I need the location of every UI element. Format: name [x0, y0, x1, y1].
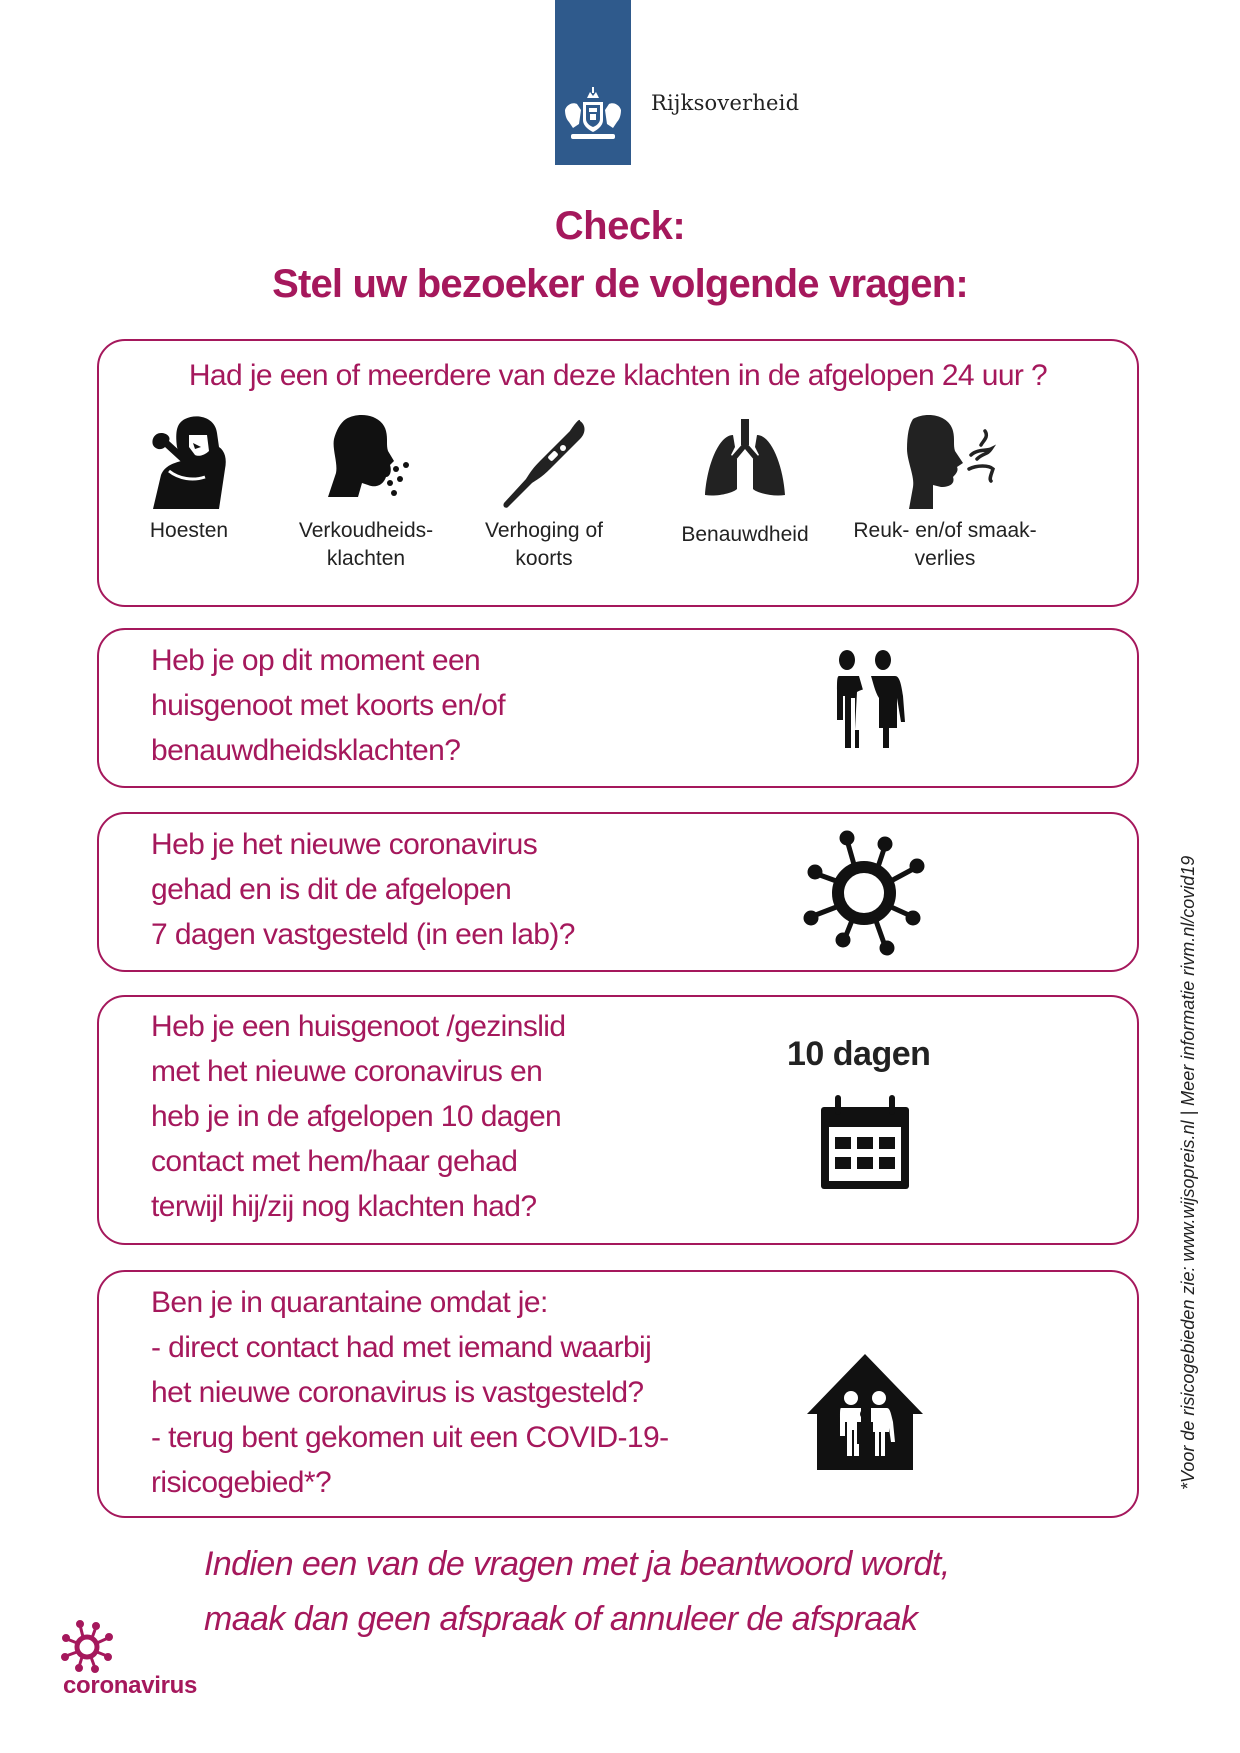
symptom-label-line: verlies — [914, 547, 976, 570]
question-line: benauwdheidsklachten? — [151, 734, 461, 767]
lungs-icon — [695, 411, 795, 511]
symptom-coughing — [89, 411, 289, 545]
question-text — [151, 1280, 668, 1505]
symptom-label-line: klachten — [326, 547, 406, 570]
sneezing-person-icon — [316, 411, 416, 511]
calendar-icon — [815, 1093, 915, 1193]
symptom-cold — [266, 411, 466, 573]
symptom-label — [845, 517, 1045, 573]
symptom-label-line: Verkoudheids- — [298, 519, 434, 542]
question-text — [151, 638, 505, 773]
question-line: met het nieuwe coronavirus en — [151, 1055, 543, 1088]
symptom-smell-taste — [845, 411, 1045, 573]
virus-icon — [799, 828, 929, 958]
question-card-symptoms — [97, 339, 1139, 607]
symptom-label: Benauwdheid — [681, 523, 809, 546]
coronavirus-logo-text: coronavirus — [63, 1672, 198, 1699]
question-card-housemate-symptoms — [97, 628, 1139, 788]
virus-icon — [60, 1620, 114, 1674]
page-subtitle: Stel uw bezoeker de volgende vragen: — [272, 262, 968, 306]
symptom-label — [266, 517, 466, 573]
rijksoverheid-logo-bar — [555, 0, 631, 165]
question-line: - terug bent gekomen uit een COVID-19- — [151, 1421, 669, 1454]
footer-instruction-line2: maak dan geen afspraak of annuleer de afspraak — [204, 1600, 918, 1638]
question-card-housemate-contact — [97, 995, 1139, 1245]
symptom-label — [444, 517, 644, 573]
symptom-label-line: Reuk- en/of smaak- — [853, 519, 1037, 542]
days-badge: 10 dagen — [787, 1035, 931, 1073]
question-line: huisgenoot met koorts en/of — [151, 689, 506, 722]
question-line: heb je in de afgelopen 10 dagen — [151, 1100, 562, 1133]
question-card-covid-confirmed — [97, 812, 1139, 972]
question-text — [151, 1004, 565, 1229]
question-line: Heb je een huisgenoot /gezinslid — [151, 1010, 566, 1043]
smelling-person-icon — [885, 411, 1005, 511]
household-people-icon — [819, 646, 919, 766]
symptom-breathing — [645, 411, 845, 549]
symptom-label: Hoesten — [149, 519, 229, 542]
question-line: Heb je op dit moment een — [151, 644, 481, 677]
rijksoverheid-logo-text: Rijksoverheid — [651, 91, 800, 115]
question-text — [151, 822, 575, 957]
family-house-icon — [805, 1352, 925, 1472]
thermometer-icon — [494, 411, 594, 511]
question-line: Heb je het nieuwe coronavirus — [151, 828, 538, 861]
question-line: risicogebied*? — [151, 1466, 332, 1499]
question-line: het nieuwe coronavirus is vastgesteld? — [151, 1376, 644, 1409]
question-card-quarantine — [97, 1270, 1139, 1518]
question-line: contact met hem/haar gehad — [151, 1145, 518, 1178]
footer-instruction-line1: Indien een van de vragen met ja beantwoord wordt, — [204, 1545, 950, 1583]
coat-of-arms-icon — [561, 86, 625, 146]
question-line: 7 dagen vastgesteld (in een lab)? — [151, 918, 575, 951]
question-line: - direct contact had met iemand waarbij — [151, 1331, 652, 1364]
symptom-fever — [444, 411, 644, 573]
question-line: terwijl hij/zij nog klachten had? — [151, 1190, 537, 1223]
question-text: Had je een of meerdere van deze klachten in de afgelopen 24 uur ? — [188, 359, 1048, 392]
symptom-label-line: koorts — [515, 547, 573, 570]
question-line: gehad en is dit de afgelopen — [151, 873, 512, 906]
coughing-person-icon — [139, 411, 239, 511]
question-line: Ben je in quarantaine omdat je: — [151, 1286, 548, 1319]
side-note: *Voor de risicogebieden zie: www.wijsopreis.nl | Meer informatie rivm.nl/covid19 — [1178, 855, 1198, 1490]
page-title: Check: — [554, 204, 686, 248]
symptom-label-line: Verhoging of — [485, 519, 603, 542]
